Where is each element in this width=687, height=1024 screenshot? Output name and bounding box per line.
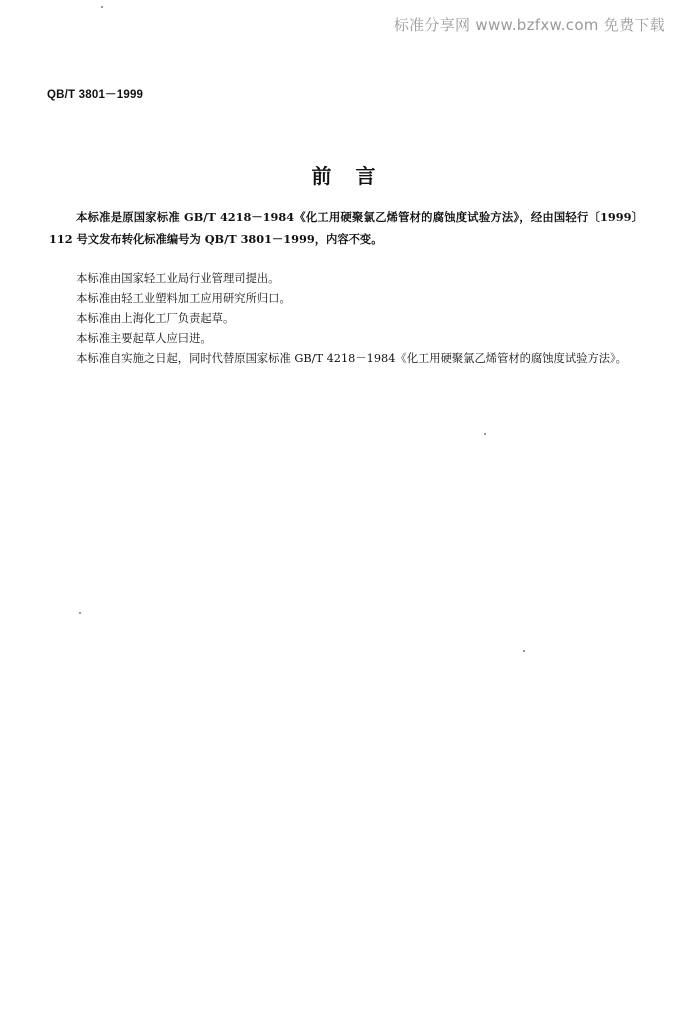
paragraph-proposed-by: 本标准由国家轻工业局行业管理司提出。	[76, 272, 280, 285]
scan-speck	[523, 650, 525, 652]
section-heading: 前言	[311, 164, 400, 188]
scan-speck	[484, 433, 486, 435]
paragraph-conversion-note: 本标准是原国家标准 GB/T 4218－1984《化工用硬聚氯乙烯管材的腐蚀度试验方法》，经由国轻行〔1999〕112 号文发布转化标准编号为 QB/T 3801－1999，内容不变。	[49, 210, 643, 246]
paragraph-administered-by: 本标准由轻工业塑料加工应用研究所归口。	[76, 292, 291, 305]
standard-code: QB/T 3801－1999	[47, 89, 144, 101]
watermark-text: 标准分享网 www.bzfxw.com 免费下载	[393, 16, 665, 34]
paragraph-drafted-by: 本标准由上海化工厂负责起草。	[76, 312, 235, 325]
paragraph-supersedes: 本标准自实施之日起，同时代替原国家标准 GB/T 4218－1984《化工用硬聚氯乙烯管材的腐蚀度试验方法》。	[76, 352, 627, 365]
scan-speck	[79, 612, 81, 614]
paragraph-main-drafter: 本标准主要起草人应曰进。	[76, 332, 212, 345]
scan-speck	[101, 6, 103, 8]
